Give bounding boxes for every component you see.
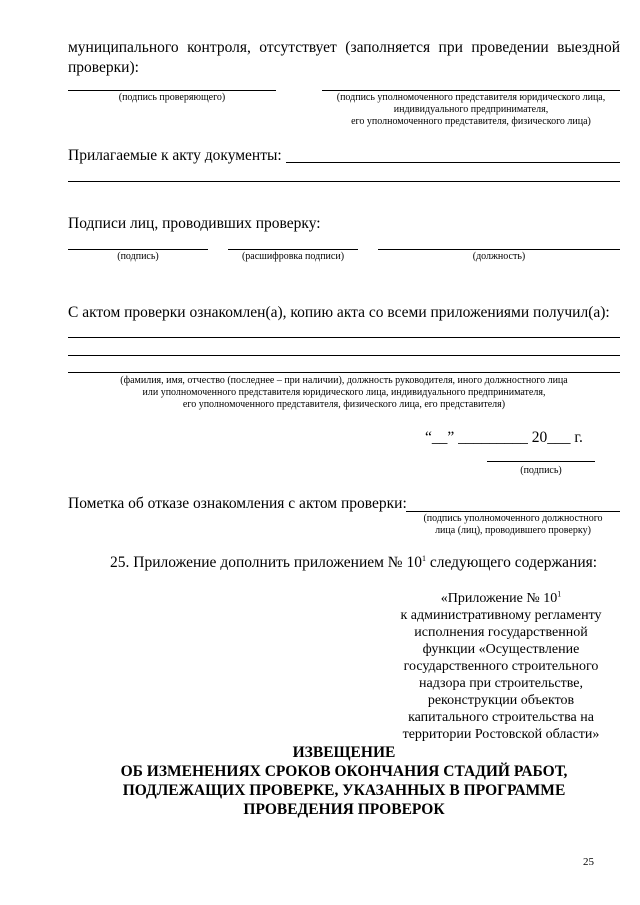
top-paragraph: муниципального контроля, отсутствует (заполняется при проведении выездной проверки): <box>68 39 620 76</box>
attached-docs-line-1 <box>286 162 620 163</box>
appendix-header: «Приложение № $10^1$ к административному регламенту исполнения государственной функции «Осуществление государственного строительного надзора при строительстве, реконструкции объектов капитального строительства на территории Ростовской области» <box>400 589 602 742</box>
attached-docs-line-2 <box>68 181 620 182</box>
acquainted-caption: (фамилия, имя, отчество (последнее – при наличии), должность руководителя, иного должностного лица или уполномоченного представителя юридического лица, индивидуального предпринимателя, его уполномоченного представителя, физического лица, его представителя) <box>120 375 568 410</box>
representative-signature-caption: (подпись уполномоченного представителя юридического лица, индивидуального предпринимателя, его уполномоченного представителя, физического лица) <box>336 92 606 127</box>
date-signature-caption: (подпись) <box>520 465 562 476</box>
attached-docs-label: Прилагаемые к акту документы: <box>68 147 282 164</box>
refusal-caption: (подпись уполномоченного должностного лица (лиц), проводившего проверку) <box>423 513 603 536</box>
signature-line <box>68 249 208 250</box>
refusal-line <box>406 511 620 512</box>
signature-caption: (подпись) <box>117 251 159 262</box>
representative-signature-line <box>322 90 620 91</box>
position-caption: (должность) <box>472 251 526 262</box>
item-25-paragraph: 25. Приложение дополнить приложением № $10^1$ следующего содержания: <box>110 553 598 571</box>
date-signature-line <box>487 461 595 462</box>
acquainted-line-2 <box>68 355 620 356</box>
page-number: 25 <box>583 856 594 868</box>
notice-title: ИЗВЕЩЕНИЕ ОБ ИЗМЕНЕНИЯХ СРОКОВ ОКОНЧАНИЯ СТАДИЙ РАБОТ, ПОДЛЕЖАЩИХ ПРОВЕРКЕ, УКАЗАННЫХ В ПРОГРАММЕ ПРОВЕДЕНИЯ ПРОВЕРОК <box>120 744 568 818</box>
acquainted-label: С актом проверки ознакомлен(а), копию акта со всеми приложениями получил(а): <box>68 304 610 321</box>
date-line: “__” _________ 20___ г. <box>425 429 583 446</box>
inspector-signature-line <box>68 90 276 91</box>
signatures-label: Подписи лиц, проводивших проверку: <box>68 215 321 232</box>
signature-decoding-line <box>228 249 358 250</box>
position-line <box>378 249 620 250</box>
acquainted-line-3 <box>68 372 620 373</box>
inspector-signature-caption: (подпись проверяющего) <box>118 92 226 103</box>
acquainted-line-1 <box>68 337 620 338</box>
refusal-label: Пометка об отказе ознакомления с актом проверки: <box>68 495 407 512</box>
signature-decoding-caption: (расшифровка подписи) <box>241 251 345 262</box>
